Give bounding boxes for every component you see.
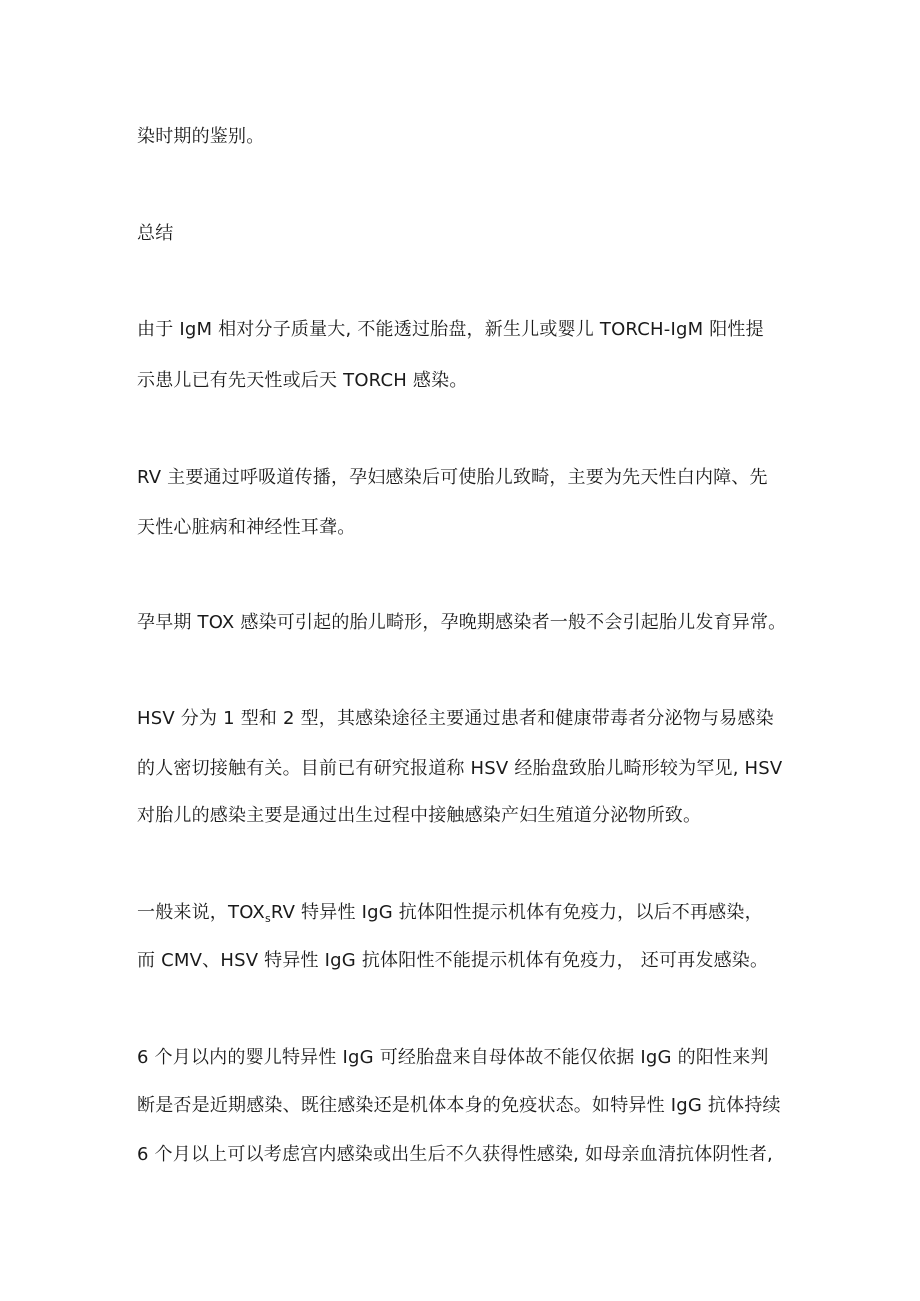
paragraph-5-line-2: 而 CMV、HSV 特异性 IgG 抗体阳性不能提示机体有免疫力， 还可再发感染。: [137, 950, 769, 971]
paragraph-6-line-2: 断是否是近期感染、既往感染还是机体本身的免疫状态。如特异性 IgG 抗体持续: [137, 1095, 781, 1116]
paragraph-2-line-1: RV 主要通过呼吸道传播，孕妇感染后可使胎儿致畸，主要为先天性白内障、先: [137, 467, 768, 488]
paragraph-1-line-1: 由于 IgM 相对分子质量大, 不能透过胎盘，新生儿或婴儿 TORCH-IgM 阳性提: [137, 319, 764, 340]
paragraph-1-line-2: 示患儿已有先天性或后天 TORCH 感染。: [137, 370, 468, 391]
paragraph-6-line-3: 6 个月以上可以考虑宫内感染或出生后不久获得性感染, 如母亲血清抗体阴性者,: [137, 1144, 773, 1165]
paragraph-4-line-2: 的人密切接触有关。目前已有研究报道称 HSV 经胎盘致胎儿畸形较为罕见, HSV: [137, 758, 783, 779]
paragraph-5-line-1-post: RV 特异性 IgG 抗体阳性提示机体有免疫力，以后不再感染，: [270, 902, 763, 923]
paragraph-4-line-1: HSV 分为 1 型和 2 型，其感染途径主要通过患者和健康带毒者分泌物与易感染: [137, 708, 774, 729]
paragraph-5-line-1-subscript: s: [264, 912, 271, 925]
paragraph-5-line-1-pre: 一般来说，TOX: [137, 902, 265, 923]
paragraph-6-line-1: 6 个月以内的婴儿特异性 IgG 可经胎盘来自母体故不能仅依据 IgG 的阳性来判: [137, 1047, 769, 1068]
paragraph-3-line-1: 孕早期 TOX 感染可引起的胎儿畸形，孕晚期感染者一般不会引起胎儿发育异常。: [137, 612, 787, 633]
paragraph-2-line-2: 天性心脏病和神经性耳聋。: [137, 517, 356, 538]
paragraph-4-line-3: 对胎儿的感染主要是通过出生过程中接触感染产妇生殖道分泌物所致。: [137, 805, 702, 826]
intro-tail-text: 染时期的鉴别。: [137, 126, 265, 147]
paragraph-5-line-1: [137, 900, 763, 932]
section-heading: 总结: [137, 223, 174, 244]
